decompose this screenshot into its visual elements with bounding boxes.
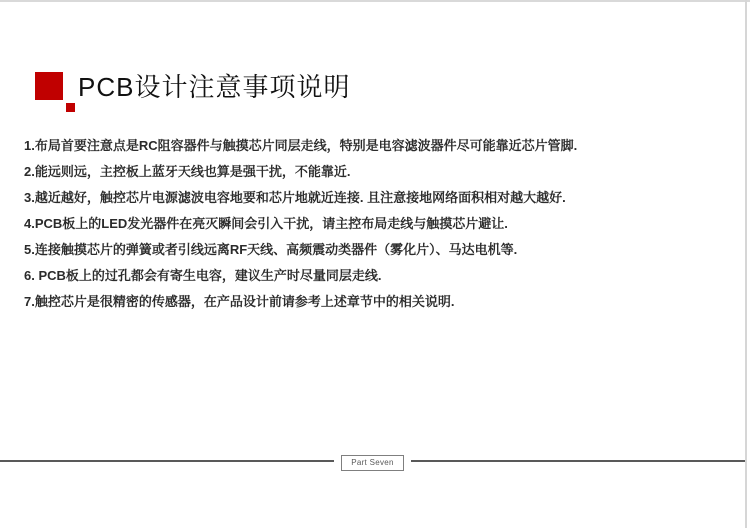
top-border xyxy=(0,0,750,2)
list-item: 2.能远则远，主控板上蓝牙天线也算是强干扰，不能靠近. xyxy=(24,164,351,179)
part-label-badge: Part Seven xyxy=(341,455,404,471)
page-title: PCB设计注意事项说明 xyxy=(78,72,351,102)
right-border xyxy=(745,0,747,528)
title-accent-square-small xyxy=(66,103,75,112)
list-item: 1.布局首要注意点是RC阻容器件与触摸芯片同层走线，特别是电容滤波器件尽可能靠近芯片管脚. xyxy=(24,138,578,153)
part-badge-wrap xyxy=(334,452,411,471)
title-accent-square-large xyxy=(35,72,63,100)
list-item: 7.触控芯片是很精密的传感器，在产品设计前请参考上述章节中的相关说明. xyxy=(24,294,455,309)
list-item: 5.连接触摸芯片的弹簧或者引线远离RF天线、高频震动类器件（雾化片）、马达电机等. xyxy=(24,242,518,257)
footer xyxy=(0,452,745,470)
notes-list xyxy=(24,133,577,315)
list-item: 6. PCB板上的过孔都会有寄生电容，建议生产时尽量同层走线. xyxy=(24,268,382,283)
list-item: 3.越近越好，触控芯片电源滤波电容地要和芯片地就近连接. 且注意接地网络面积相对越大越好. xyxy=(24,190,566,205)
list-item: 4.PCB板上的LED发光器件在亮灭瞬间会引入干扰，请主控布局走线与触摸芯片避让. xyxy=(24,216,508,231)
